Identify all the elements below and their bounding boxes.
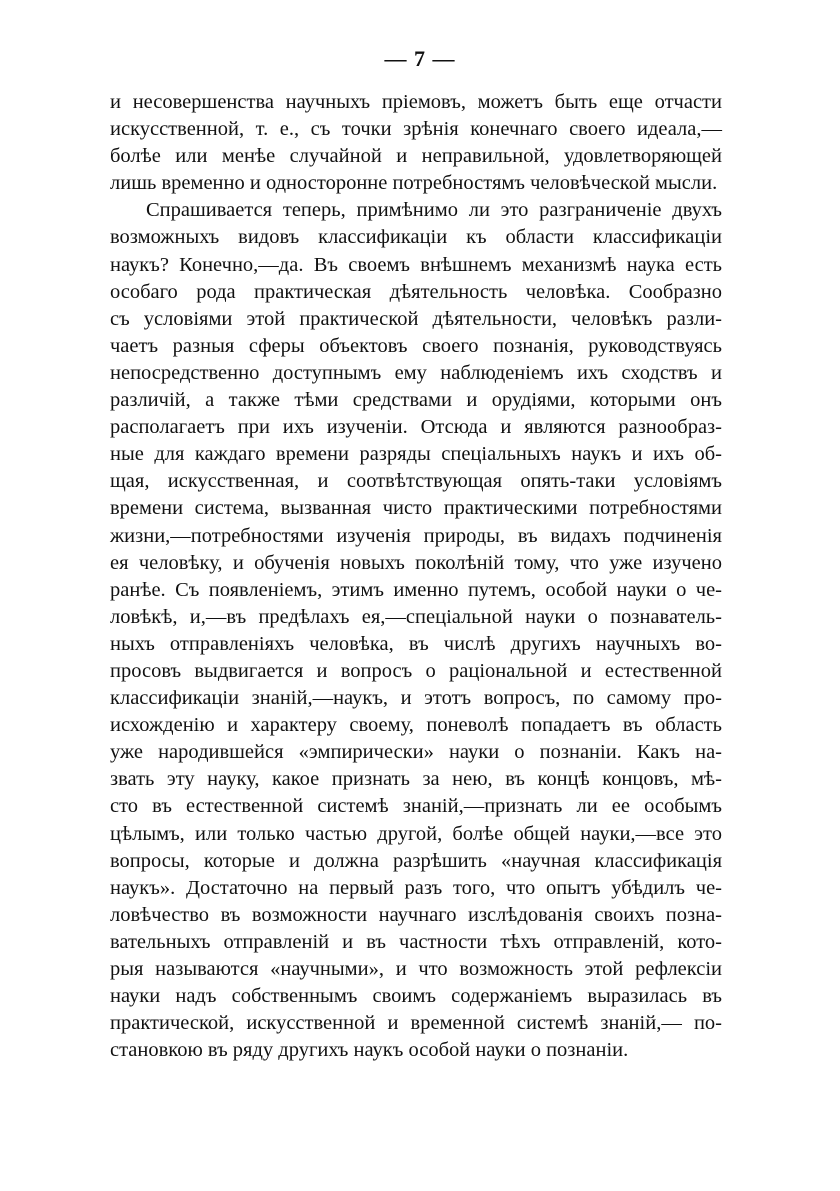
text-line: съ условіями этой практической дѣятельности, человѣкъ разли-: [110, 307, 722, 330]
text-line: цѣлымъ, или только частью другой, болѣе общей науки,—все это: [110, 822, 722, 845]
text-line: и несовершенства научныхъ пріемовъ, можетъ быть еще отчасти: [110, 91, 722, 113]
text-line: наукъ? Конечно,—да. Въ своемъ внѣшнемъ механизмѣ наука есть: [110, 253, 722, 276]
text-line: ные для каждаго времени разряды спеціальныхъ наукъ и ихъ об-: [110, 443, 722, 466]
text-line: непосредственно доступнымъ ему наблюденіемъ ихъ сходствъ и: [110, 361, 722, 384]
text-line: практической, искусственной и временной системѣ знаній,— по-: [110, 1012, 722, 1035]
text-line: располагаетъ при ихъ изученіи. Отсюда и являются разнообраз-: [110, 416, 722, 439]
text-line: ловѣкѣ, и,—въ предѣлахъ ея,—спеціальной науки о познаватель-: [110, 605, 722, 628]
text-line: исхожденію и характеру своему, поневолѣ попадаетъ въ область: [110, 714, 722, 737]
text-line: чаетъ разныя сферы объектовъ своего познанія, руководствуясь: [110, 334, 722, 357]
text-line: Спрашивается теперь, примѣнимо ли это разграниченіе двухъ: [146, 199, 722, 222]
text-line: болѣе или менѣе случайной и неправильной, удовлетворяющей: [110, 145, 722, 168]
text-line: искусственной, т. е., съ точки зрѣнія конечнаго своего идеала,—: [110, 118, 722, 141]
text-line: звать эту науку, какое признать за нею, въ концѣ концовъ, мѣ-: [110, 768, 722, 791]
text-line: ныхъ отправленіяхъ человѣка, въ числѣ другихъ научныхъ во-: [110, 632, 722, 655]
body-text: [110, 89, 722, 1064]
text-line: наукъ». Достаточно на первый разъ того, что опытъ убѣдилъ че-: [110, 876, 722, 899]
text-line: особаго рода практическая дѣятельность человѣка. Сообразно: [110, 280, 722, 303]
text-line: уже народившейся «эмпирически» науки о познаніи. Какъ на-: [110, 741, 722, 764]
text-line: времени система, вызванная чисто практическими потребностями: [110, 497, 722, 520]
text-line: ранѣе. Съ появленіемъ, этимъ именно путемъ, особой науки о че-: [110, 578, 722, 601]
text-line: вательныхъ отправленій и въ частности тѣхъ отправленій, кото-: [110, 930, 722, 953]
text-line: щая, искусственная, и соотвѣтствующая опять-таки условіямъ: [110, 470, 722, 493]
text-line: становкою въ ряду другихъ наукъ особой науки о познаніи.: [110, 1039, 629, 1062]
text-line: возможныхъ видовъ классификаціи къ области классификаціи: [110, 226, 722, 249]
text-line: рыя называются «научными», и что возможность этой рефлексіи: [110, 958, 722, 980]
page-number: — 7 —: [384, 46, 456, 71]
text-line: ея человѣку, и обученія новыхъ поколѣній тому, что уже изучено: [110, 551, 722, 574]
text-line: лишь временно и односторонне потребностямъ человѣческой мысли.: [110, 172, 718, 195]
text-line: ловѣчество въ возможности научнаго изслѣдованія своихъ позна-: [110, 903, 722, 926]
text-line: различій, а также тѣми средствами и орудіями, которыми онъ: [110, 389, 722, 412]
text-line: жизни,—потребностями изученія природы, въ видахъ подчиненія: [110, 524, 722, 547]
text-line: классификаціи знаній,—наукъ, и этотъ вопросъ, по самому про-: [110, 687, 722, 710]
text-line: вопросы, которые и должна разрѣшить «научная классификація: [110, 849, 722, 872]
text-line: просовъ выдвигается и вопросъ о раціональной и естественной: [110, 659, 722, 682]
text-line: науки надъ собственнымъ своимъ содержаніемъ выразилась въ: [110, 985, 722, 1008]
text-line: сто въ естественной системѣ знаній,—признать ли ее особымъ: [110, 795, 722, 818]
